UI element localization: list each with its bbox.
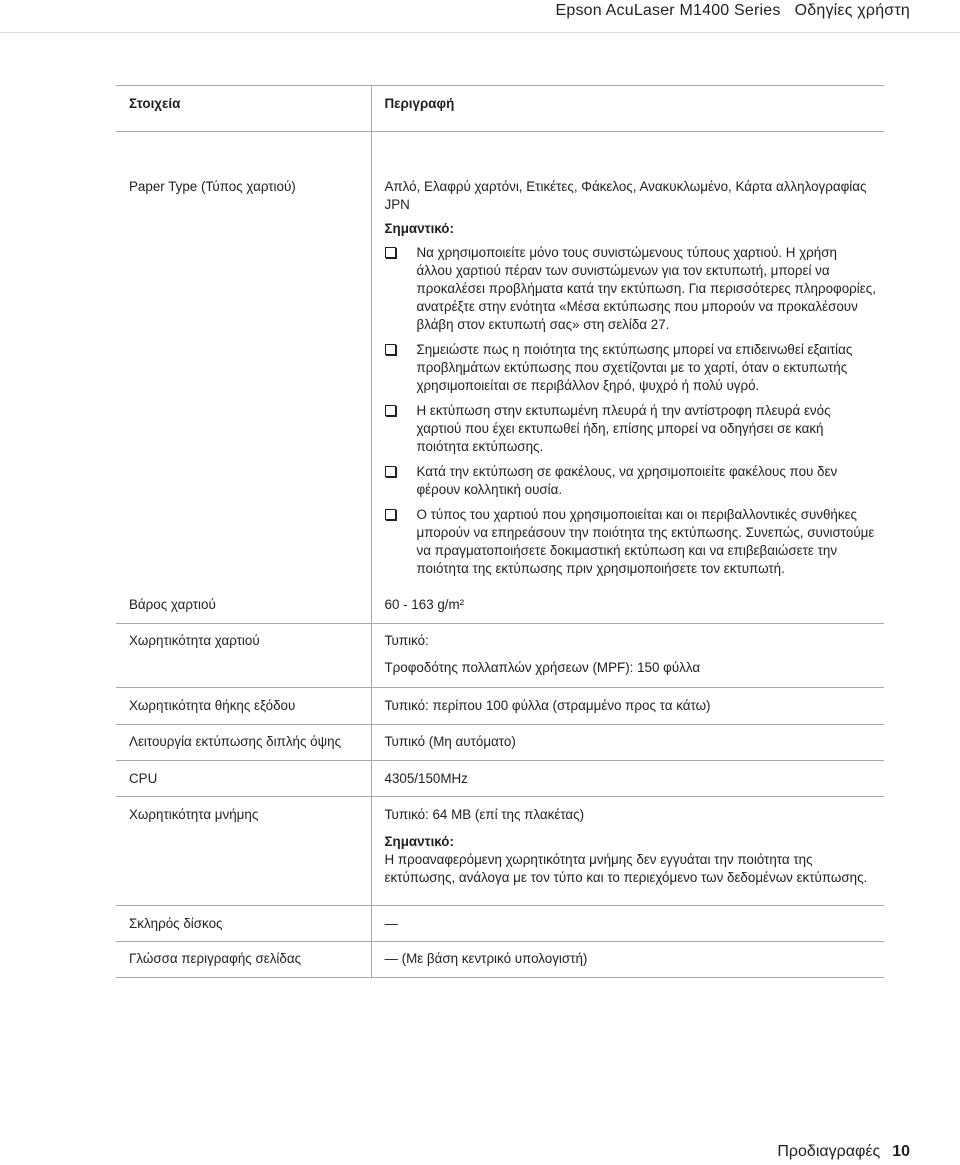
row-value-cpu: 4305/150MHz [371,761,884,797]
typical-label: Τυπικό: [384,633,429,648]
table-row-paper-capacity [116,624,884,688]
list-item [385,402,877,456]
row-label-cpu: CPU [116,761,371,797]
page-number: 10 [892,1143,910,1160]
memory-value: Τυπικό: 64 MB (επί της πλακέτας) [384,807,585,822]
row-label-paper-capacity: Χωρητικότητα χαρτιού [116,624,371,688]
note-text: Κατά την εκτύπωση σε φακέλους, να χρησιμοποιείτε φακέλους που δεν φέρουν κολλητική ουσία. [416,464,838,497]
mpf-capacity: Τροφοδότης πολλαπλών χρήσεων (MPF): 150 φύλλα [384,660,701,675]
row-label-hdd: Σκληρός δίσκος [116,906,371,942]
checkbox-bullet-icon [385,405,396,416]
row-label-duplex: Λειτουργία εκτύπωσης διπλής όψης [116,725,371,761]
checkbox-bullet-icon [385,466,396,477]
table-row-output-capacity [116,688,884,725]
row-label-pdl: Γλώσσα περιγραφής σελίδας [116,942,371,978]
note-text: Ο τύπος του χαρτιού που χρησιμοποιείται και οι περιβαλλοντικές συνθήκες μπορούν να επηρεάσουν την ποιότητα της εκτύπωσης. Συνεπώς, συνιστούμε να πραγματοποιήσετε δοκιμαστική εκτύπωση και να επιβεβαιώσετε την ποιότητα της εκτύπωσης πριν χρησιμοποιήσετε τον εκτυπωτή. [416,507,875,576]
table-header-row [116,86,884,132]
table-row-pdl [116,942,884,978]
column-header-item: Στοιχεία [116,86,371,132]
row-value-paper-weight: 60 - 163 g/m² [371,588,884,624]
important-notes-list [385,244,877,578]
table-row-memory [116,797,884,906]
footer-section: Προδιαγραφές [777,1143,881,1160]
table-row-paper-weight [116,588,884,624]
note-text: Να χρησιμοποιείτε μόνο τους συνιστώμενους τύπους χαρτιού. Η χρήση άλλου χαρτιού πέραν των συνιστώμενων για τον εκτυπωτή, μπορεί να προκαλέσει προβλήματα κατά την εκτύπωση. Για περισσότερες πληροφορίες, ανατρέξτε στην ενότητα «Μέσα εκτύπωσης που μπορούν να προκαλέσουν βλάβη στον εκτυπωτή σας» στη σελίδα 27. [416,245,876,332]
row-value-memory [371,797,884,906]
page-footer [777,1141,910,1163]
row-value-paper-capacity [371,624,884,688]
checkbox-bullet-icon [385,509,396,520]
note-text: Σημειώστε πως η ποιότητα της εκτύπωσης μπορεί να επιδεινωθεί εξαιτίας προβλημάτων εκτύπωσης που σχετίζονται με το χαρτί, όταν ο εκτυπωτής χρησιμοποιείται σε περιβάλλον ξηρό, ψυχρό ή πολύ υγρό. [416,342,853,393]
row-value-duplex: Τυπικό (Μη αυτόματο) [371,725,884,761]
list-item [385,506,877,578]
row-value-hdd: — [371,906,884,942]
column-header-description: Περιγραφή [371,86,884,132]
row-label-output-capacity: Χωρητικότητα θήκης εξόδου [116,688,371,725]
list-item [385,463,877,499]
header-divider [0,32,960,33]
running-header [0,0,960,33]
header-text [556,0,910,22]
header-guide: Οδηγίες χρήστη [794,2,910,19]
important-label: Σημαντικό: [384,221,454,236]
list-item [385,244,877,334]
memory-note: Η προαναφερόμενη χωρητικότητα μνήμης δεν εγγυάται την ποιότητα της εκτύπωσης, ανάλογα με τον τύπο και το περιεχόμενο των δεδομένων εκτύπωσης. [384,852,868,885]
important-label: Σημαντικό: [384,834,454,849]
paper-type-list: Απλό, Ελαφρύ χαρτόνι, Ετικέτες, Φάκελος, Ανακυκλωμένο, Κάρτα αλληλογραφίας JPN [384,179,867,212]
table-row-duplex [116,725,884,761]
row-value-output-capacity: Τυπικό: περίπου 100 φύλλα (στραμμένο προς τα κάτω) [371,688,884,725]
row-value-paper-type [371,132,884,589]
header-product: Epson AcuLaser M1400 Series [555,2,781,19]
row-label-paper-type: Paper Type (Τύπος χαρτιού) [129,179,296,194]
checkbox-bullet-icon [385,344,396,355]
table-row-paper-type [116,132,884,589]
list-item [385,341,877,395]
table-row-cpu [116,761,884,797]
note-text: Η εκτύπωση στην εκτυπωμένη πλευρά ή την αντίστροφη πλευρά ενός χαρτιού που έχει εκτυπωθεί ήδη, επίσης μπορεί να οδηγήσει σε κακή ποιότητα εκτύπωσης. [416,403,831,454]
row-label-memory: Χωρητικότητα μνήμης [116,797,371,906]
row-label-paper-weight: Βάρος χαρτιού [116,588,371,624]
row-value-pdl: — (Με βάση κεντρικό υπολογιστή) [371,942,884,978]
table-row-hdd [116,906,884,942]
checkbox-bullet-icon [385,247,396,258]
spec-table [116,85,884,978]
